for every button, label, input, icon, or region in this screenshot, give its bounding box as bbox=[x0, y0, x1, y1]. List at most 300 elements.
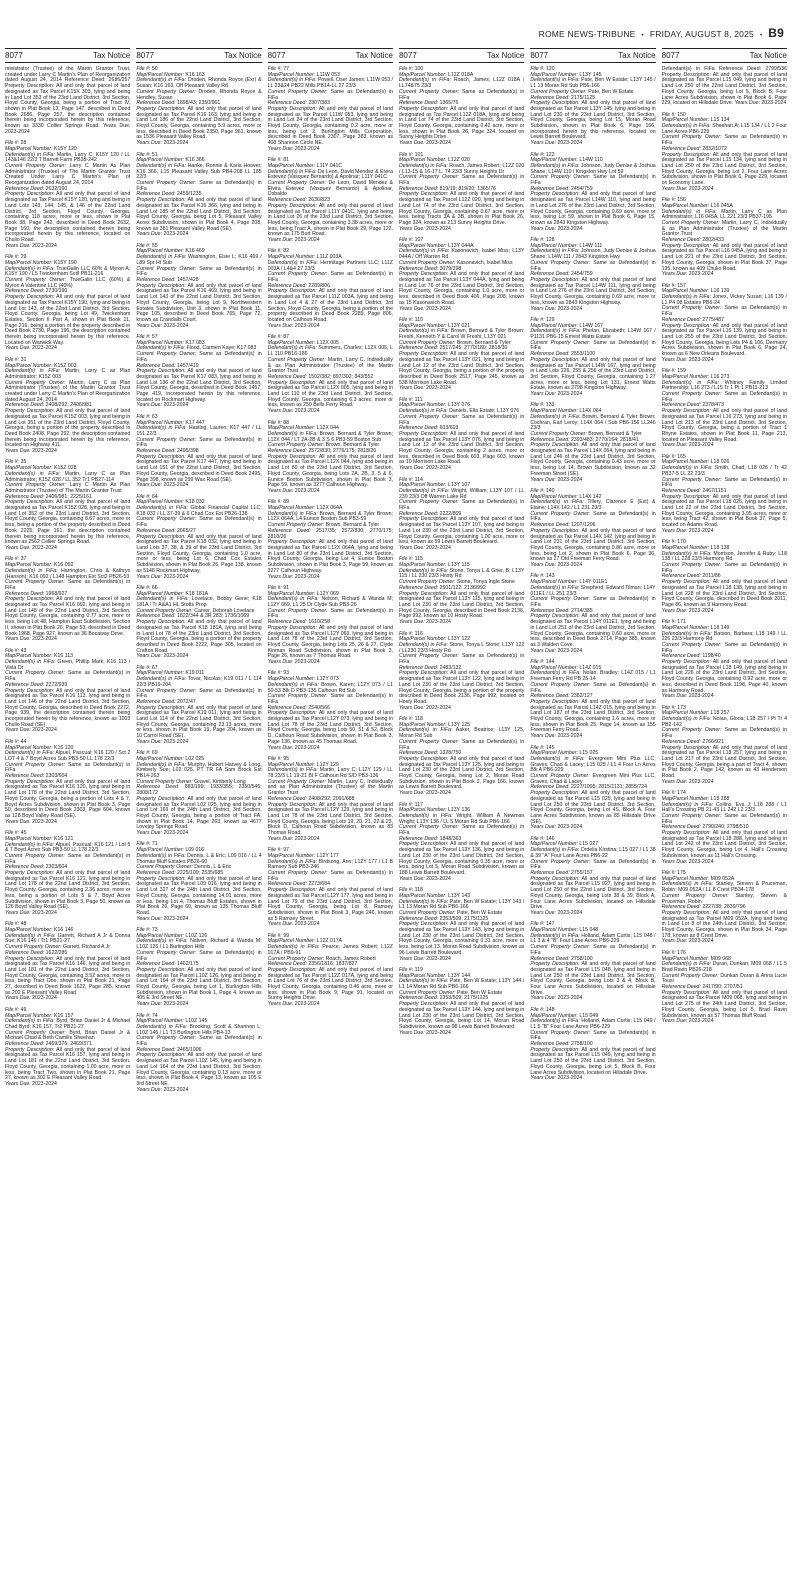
tax-notice-entry bbox=[530, 1008, 655, 1082]
classification-title: Tax Notice bbox=[618, 51, 656, 60]
file-number-value: 116 bbox=[414, 630, 423, 637]
map-parcel-label: Map/Parcel Number: bbox=[398, 482, 447, 489]
current-owner-value: Same as Defendant(s) in FiFa bbox=[267, 693, 393, 705]
defendants-value: Stanley, Steven & Pruceman, Robin; M09 052A / LL 8 Crest PB34-178 bbox=[661, 881, 787, 894]
property-description-label: Property Description: bbox=[267, 710, 317, 717]
defendants-value: Phelan, Elizabeth; L14W 167 / P1131 PB6-15 Ernest Watts Estate bbox=[530, 328, 656, 340]
defendants-value: Pate, Ben W Estate; L13Y 144 / L1 14 Moran Rd Sub PB6-166 bbox=[398, 978, 525, 991]
current-owner-label: Current Property Owner: bbox=[530, 339, 591, 346]
reference-deed-value: 603/603 bbox=[439, 425, 459, 432]
property-description-label: Property Description: bbox=[530, 527, 580, 534]
defendants-value: Brooking, Scott & Shannon L; L10Z 145 / L1 T3 Burlington Hills PB4-13 bbox=[136, 1023, 262, 1036]
property-description-label: Property Description: bbox=[398, 841, 449, 848]
reference-deed-value: 2483/132 bbox=[439, 664, 462, 671]
current-owner-label: Current Property Owner: bbox=[530, 510, 591, 517]
years-due-value: 2023-2024 bbox=[557, 476, 583, 483]
reference-deed-value: 2802/433 bbox=[702, 237, 724, 244]
current-owner-value: Same as Defendant(s) in FiFa bbox=[661, 134, 787, 147]
tax-notice-entry bbox=[5, 358, 130, 455]
reference-deed-value: 1328/750 bbox=[439, 750, 462, 757]
map-parcel-label: Map/Parcel Number: bbox=[661, 624, 710, 631]
file-number-label: File #: bbox=[136, 1012, 151, 1019]
years-due-value: 2023-2024 bbox=[163, 1001, 189, 1008]
tax-notice-entry bbox=[530, 318, 655, 398]
current-owner-label: Current Property Owner: bbox=[136, 180, 197, 187]
property-description-label: Property Description: bbox=[661, 493, 711, 500]
map-parcel-value: L14Z 015 bbox=[579, 664, 602, 671]
map-parcel-label: Map/Parcel Number: bbox=[530, 750, 578, 757]
defendants-value: Tillery, Clarence E (Est) & Elaine; L14X 142 / L1 231 23/3 bbox=[530, 499, 656, 512]
years-due bbox=[662, 358, 787, 364]
years-due bbox=[399, 466, 524, 472]
years-due bbox=[662, 939, 787, 945]
map-parcel-value: L16 273 bbox=[710, 373, 730, 380]
years-due-label: Years Due: bbox=[136, 231, 162, 238]
current-owner-label: Current Property Owner: bbox=[5, 162, 66, 169]
years-due-label: Years Due: bbox=[136, 653, 162, 660]
property-description-label: Property Description: bbox=[661, 989, 711, 996]
property-description-label: Property Description: bbox=[661, 242, 711, 249]
column-header bbox=[662, 48, 787, 63]
reference-deed-label: Reference Deed: bbox=[530, 351, 570, 358]
years-due-label: Years Due: bbox=[398, 955, 425, 962]
file-number-value: 69 bbox=[151, 750, 158, 757]
years-due bbox=[399, 546, 524, 552]
current-owner-value: Same as Defendant(s) in FiFa bbox=[5, 579, 131, 591]
file-number-label: File #: bbox=[661, 453, 676, 460]
file-number-value: 50 bbox=[151, 66, 158, 72]
defendants-label: Defendant(s) in FiFa: bbox=[398, 567, 449, 574]
property-description-label: Property Description: bbox=[530, 961, 580, 968]
years-due-label: Years Due: bbox=[5, 345, 31, 352]
property-description-label: Property Description: bbox=[136, 619, 186, 626]
reference-deed-label: Reference Deed: bbox=[136, 448, 176, 455]
property-description-value: All and only that parcel of land designated as Tax Parcel K15Y 120, lying and being in Land Lots 143, 144, 145, & 146 of the 22nd Land District, 3rd Section, Floyd County, Georgia, containing 118 acres, more or less, shown in Plat Book 38, Page 242, described in Deed Book 2632, Page 160, the description contained therein being incorporated herein by this reference, located on Chulio Road. bbox=[5, 191, 131, 244]
current-owner-value: Same as Defendant(s) in FiFa bbox=[398, 499, 525, 512]
years-due bbox=[268, 746, 393, 752]
current-owner-value: De Leon, David Mendez & Elvira Estevez (Vasquez Bernardo) & Apolinar, Osbaldo bbox=[267, 180, 393, 198]
map-parcel-label: Map/Parcel Number: bbox=[136, 1018, 184, 1025]
map-parcel-label: Map/Parcel Number: bbox=[267, 852, 316, 859]
reference-deed-label: Reference Deed: bbox=[398, 750, 439, 757]
property-description-label: Property Description: bbox=[5, 408, 55, 415]
defendants-label: Defendant(s) in FiFa: bbox=[5, 470, 61, 477]
years-due-value: 2023-2024 bbox=[557, 647, 583, 654]
years-due-label: Years Due: bbox=[5, 909, 31, 916]
map-parcel-label: Map/Parcel Number: bbox=[398, 807, 447, 814]
property-description bbox=[5, 780, 130, 820]
defendants-label: Defendant(s) in FiFa: bbox=[5, 750, 55, 757]
reference-deed-value: 1365/76 bbox=[439, 100, 459, 107]
map-parcel-value: K16 146 bbox=[54, 927, 74, 934]
reference-deed-value: 2495/398 bbox=[177, 448, 199, 455]
defendants-label: Defendant(s) in FiFa: bbox=[661, 208, 717, 215]
reference-deed-label: Reference Deed: bbox=[136, 784, 180, 791]
property-description bbox=[268, 711, 393, 745]
map-parcel-label: Map/Parcel Number: bbox=[661, 875, 710, 882]
tax-notice-entry bbox=[662, 455, 787, 535]
file-number-value: 147 bbox=[545, 921, 555, 928]
property-description-label: Property Description: bbox=[267, 288, 317, 295]
property-description-value: All and only that parcel of land designated as Tax Parcel L14X 142, lying and being in Land Lot 231 of the 23rd Land District, 3rd Section, Floyd County, Georgia, containing 0.86 acre, more or less, being Lot 2, shown in Plat Book 6, Page 36, known as 27 Old Freeman Ferry Road. bbox=[530, 527, 656, 563]
years-due-value: 2023-2024 bbox=[32, 909, 57, 916]
map-parcel-label: Map/Parcel Number: bbox=[5, 145, 53, 152]
defendants-value: Brown, Bernard & Tyler Brown; L12X 064A, L4 Eunice Boston Sub PB3-59 bbox=[267, 510, 393, 523]
classification-title: Tax Notice bbox=[224, 51, 262, 60]
property-description bbox=[136, 797, 261, 831]
property-description-label: Property Description: bbox=[267, 966, 317, 973]
file-number-label: File #: bbox=[267, 334, 282, 340]
reference-deed-value: 2227/38; 2839/796 bbox=[702, 904, 746, 911]
years-due-value: 2023-2024 bbox=[426, 544, 451, 551]
property-description-value: All and only that parcel of land designated as Tax Parcel L16 273, lying and being in Land Lot 213 of the 23rd Land District, 3rd Section, Floyd County, Georgia, being a portion of Tract 1 Rhyne Estates, shown in Plat Book 11, Page 213, located on Pleasant Valley Road. bbox=[661, 408, 787, 443]
years-due-value: 2023-2024 bbox=[557, 391, 583, 398]
property-description-label: Property Description: bbox=[661, 579, 711, 586]
map-parcel-label: Map/Parcel Number: bbox=[530, 841, 578, 848]
reference-deed-value: 2382/127 bbox=[570, 693, 593, 700]
property-description-label: Property Description: bbox=[661, 408, 711, 415]
defendants-label: Defendant(s) in FiFa: bbox=[661, 881, 713, 888]
years-due bbox=[662, 860, 787, 866]
years-due-label: Years Due: bbox=[661, 271, 688, 278]
defendants-value: Summers, Charles; L12X 005, L LL 110 PB16-186 bbox=[267, 345, 393, 358]
property-description-value: All and only that parcel of land designated as Tax Parcel M09 052A, lying and being in Land Lot 8 of the 24th Land District, 3rd Section, Floyd County, Georgia, shown in Plat Book 34, Page 178, known as 8 Crest Drive. bbox=[661, 909, 787, 939]
reference-deed-label: Reference Deed: bbox=[398, 915, 439, 922]
reference-deed-label: Reference Deed: bbox=[398, 584, 439, 591]
property-description-label: Property Description: bbox=[530, 276, 580, 283]
current-owner-value: Brown, Bernard & Tyler bbox=[588, 430, 642, 437]
map-parcel-value: L13Y 021 bbox=[448, 322, 471, 329]
years-due-value: 2023-2024 bbox=[163, 322, 189, 329]
file-number-value: 100 bbox=[414, 66, 424, 72]
years-due-value: 2023-2024 bbox=[294, 835, 320, 842]
years-due bbox=[268, 660, 393, 666]
property-description-value: All and only that parcel of land designated as Tax Parcel L14Z 015, lying and being in Land Lot 187 of the 23rd Land District, 3rd Section, Floyd County, Georgia, containing 1.6 acres, more or less, shown in Plat Book 25, Page 14, known as 155 Freeman Ferry Road. bbox=[530, 698, 656, 734]
property-description-value: All and only that parcel of land designated as Tax Parcel L18 149, lying and being in Land Lot 226 of the 23rd Land District, 3rd Section, Floyd County, Georgia, containing 0.92 acre, more or less, described in Deed Book 1198, Page 40, known as Harmony Road. bbox=[661, 659, 787, 694]
map-parcel-value: L13Y 115 bbox=[448, 562, 470, 569]
defendants-value: De Leon, David Mendez & Elvira Estevez (Vasquez Bernardo) & Apolinar; L11Y 041C bbox=[267, 168, 393, 181]
file-number-label: File #: bbox=[530, 659, 545, 666]
notice-column bbox=[5, 48, 130, 1580]
map-parcel-value: L18 257 bbox=[710, 710, 730, 717]
current-owner-label: Current Property Owner: bbox=[661, 134, 722, 141]
reference-deed-value: 1610/258 bbox=[308, 619, 330, 626]
current-owner bbox=[268, 780, 393, 797]
years-due bbox=[136, 917, 261, 923]
reference-deed-value: 2227/1095; 2815/1131; 2855/724 bbox=[570, 784, 648, 791]
defendants-value: Global Financial Capital LLC; K18 032 / LL 37-39 & 6 Chad Cox Est PB26-138 bbox=[136, 505, 262, 517]
current-owner-value: Same as Defendant(s) in FiFa bbox=[5, 852, 131, 865]
reference-deed-label: Reference Deed: bbox=[661, 316, 701, 323]
map-parcel-label: Map/Parcel Number: bbox=[398, 71, 447, 78]
defendants-label: Defendant(s) in FiFa: bbox=[5, 368, 61, 375]
years-due-value: 2023-2024 bbox=[32, 345, 57, 352]
property-description-value: All and only that parcel of land designated as Tax Parcel L14W 111, lying and being in Land Lot 276 of the 23rd Land District, 3rd Section, Floyd County, Georgia, containing 0.69 acre, more or less, known as 2843 Kingston Highway. bbox=[530, 276, 656, 306]
map-parcel-label: Map/Parcel Number: bbox=[530, 1012, 578, 1019]
property-description-value: All and only that parcel of land designated as Tax Parcel L12Y 177, lying and being in Land Lot 79 of the 23rd Land District, 3rd Section, Floyd County, Georgia, being Lot 8, Ramsey Subdivision, shown in Plat Book 3, Page 246, known as 5 Ramsey Street. bbox=[267, 887, 393, 922]
property-description bbox=[5, 689, 130, 729]
file-number-value: 88 bbox=[283, 419, 290, 426]
years-due-value: 2023-2024 bbox=[163, 738, 189, 745]
years-due bbox=[268, 238, 393, 244]
reference-deed-value: 2454/759 bbox=[570, 271, 593, 278]
current-owner-value: Martin, Larry C, Individually & as Plan Administrator (Trustee) of the Martin Grantor Trust bbox=[267, 356, 393, 375]
current-owner-value: Same as Defendant(s) in FiFa bbox=[267, 870, 393, 882]
years-due-label: Years Due: bbox=[267, 487, 294, 494]
current-owner-label: Current Property Owner: bbox=[267, 271, 328, 278]
years-due-label: Years Due: bbox=[5, 995, 31, 1002]
current-owner-label: Current Property Owner: bbox=[398, 653, 459, 660]
file-number-value: 91 bbox=[283, 584, 290, 591]
map-parcel-label: Map/Parcel Number: bbox=[136, 590, 184, 597]
file-number-label: File #: bbox=[5, 556, 20, 563]
property-description bbox=[399, 517, 524, 546]
tax-notice-entry bbox=[662, 369, 787, 449]
current-owner-value: Same as Defendant(s) in FiFa bbox=[661, 812, 787, 825]
years-due-value: 2023-2024 bbox=[163, 573, 189, 580]
defendants-label: Defendant(s) in FiFa: bbox=[530, 499, 584, 506]
property-description-label: Property Description: bbox=[5, 778, 55, 785]
defendants-value: Flood, Carmen Kaye; K17 083 bbox=[186, 345, 257, 352]
file-number-value: 51 bbox=[151, 151, 158, 158]
defendants-value: Brown, Bernard & Tyler Brown; L12X 044 / LT 2A-2B & 3 S 6 PB3-59 Boston Sub bbox=[267, 430, 393, 443]
defendants-label: Defendant(s) in FiFa: bbox=[530, 77, 580, 84]
current-owner-value: Same as Defendant(s) in FiFa bbox=[530, 510, 656, 523]
defendants-label: Defendant(s) in FiFa: bbox=[267, 596, 319, 603]
reference-deed-value: 2408/292; 2406/981 bbox=[45, 402, 92, 409]
current-owner-label: Current Property Owner: bbox=[5, 482, 66, 489]
defendants-label: Defendant(s) in FiFa: bbox=[136, 676, 187, 683]
reference-deed-value: 1898/43; 2350/961 bbox=[177, 100, 221, 107]
defendants-value: Birdsong, Ann; L12Y 177 / L1 B Ramsey Sub PB3-246 bbox=[267, 858, 393, 871]
map-parcel-label: Map/Parcel Number: bbox=[5, 259, 53, 266]
reference-deed-value: 2356/1816; 1837/827 bbox=[308, 961, 358, 968]
property-description bbox=[399, 671, 524, 705]
map-parcel-label: Map/Parcel Number: bbox=[267, 676, 316, 683]
defendants-value: Johnson, Judy Denise & Joshua Shane; L14W 111 / 2843 Kingston Hwy bbox=[530, 248, 656, 261]
property-description bbox=[268, 381, 393, 410]
tax-notice-entry bbox=[5, 1008, 130, 1088]
file-number-label: File #: bbox=[398, 151, 414, 158]
property-description-value: All and only that parcel of land designated as Tax Parcel M09 068, lying and being in Land Lot 275 of the 24th Land District, 3rd Section, Floyd County, Georgia, being Lot 5, Brad Ravin Subdivision, known as 57 Thomas Bluff Road. bbox=[661, 989, 787, 1019]
property-description-label: Property Description: bbox=[136, 795, 186, 802]
tax-notice-entry bbox=[399, 557, 524, 625]
file-number-label: File #: bbox=[5, 647, 20, 654]
current-owner-value: Pate, Ben W Estate bbox=[456, 909, 503, 916]
current-owner-label: Current Property Owner: bbox=[530, 944, 591, 951]
current-owner-value: Larry C Martin As Plan Administrator (Trustee) of The Martin Grantor Trust bbox=[5, 482, 131, 494]
property-description-label: Property Description: bbox=[398, 755, 449, 762]
file-number-label: File #: bbox=[530, 151, 545, 158]
reference-deed-value: 1207/1206 bbox=[570, 522, 596, 529]
map-parcel-label: Map/Parcel Number: bbox=[5, 653, 53, 660]
file-number-value: 119 bbox=[414, 966, 423, 973]
property-description-label: Property Description: bbox=[530, 442, 580, 449]
current-owner-value: Same as Defendant(s) in FiFa bbox=[661, 727, 787, 740]
reference-deed-label: Reference Deed: bbox=[267, 881, 307, 888]
years-due-value: 2023-2024 bbox=[688, 858, 714, 865]
map-parcel-label: Map/Parcel Number: bbox=[661, 202, 710, 209]
defendants-value: Johnson, Judy Denise & Joshua Shane; L14W 110 / Kingston Hwy Lot 59 bbox=[530, 162, 656, 175]
reference-deed-value: 1457/419 bbox=[177, 362, 199, 369]
map-parcel-value: L09 016 bbox=[185, 847, 205, 854]
years-due-label: Years Due: bbox=[267, 322, 294, 329]
current-owner-label: Current Property Owner: bbox=[530, 430, 587, 437]
property-description-label: Property Description: bbox=[661, 830, 711, 837]
classification-title: Tax Notice bbox=[749, 51, 787, 60]
file-number-value: 115 bbox=[414, 556, 423, 563]
current-owner-label: Current Property Owner: bbox=[530, 88, 587, 95]
property-description-value: All and only that parcel of land designated as Tax Parcel L13Y 144, lying and being in Land Lot 230 of the 23rd Land District, 3rd Section, Floyd County, Georgia, being Lot 14, Moran Road Subdivision, known as 98 Lewis Barrett Boulevard. bbox=[398, 1001, 525, 1030]
reference-deed-value: 2832/1072 bbox=[702, 145, 727, 152]
years-due-label: Years Due: bbox=[661, 185, 688, 192]
property-description bbox=[399, 757, 524, 791]
file-number-value: 43 bbox=[20, 647, 27, 654]
years-due-label: Years Due: bbox=[661, 858, 688, 865]
defendants-label: Defendant(s) in FiFa: bbox=[398, 812, 453, 819]
file-number-value: 29 bbox=[20, 254, 27, 261]
file-number-label: File #: bbox=[5, 738, 20, 745]
current-owner-label: Current Property Owner: bbox=[267, 180, 327, 187]
property-description bbox=[530, 791, 655, 825]
reference-deed-label: Reference Deed: bbox=[5, 288, 45, 295]
current-owner-label: Current Property Owner: bbox=[661, 476, 722, 483]
years-due-value: 2023-2024 bbox=[557, 909, 583, 916]
file-number-label: File #: bbox=[398, 801, 414, 808]
property-description-label: Property Description: bbox=[5, 687, 55, 694]
property-description-value: All and only that parcel of land designated as Tax Parcel K18 181A, lying and being in Land Lot 78 of the 23rd Land District, 3rd Section, Floyd County, Georgia, being a portion of the property described in Deed Book 2222, Page 305, located on Crafton Road. bbox=[136, 619, 262, 654]
file-number-label: File #: bbox=[5, 1006, 20, 1013]
years-due bbox=[136, 740, 261, 746]
map-parcel-value: L14W 111 bbox=[579, 242, 603, 249]
property-description bbox=[662, 495, 787, 529]
defendants-label: Defendant(s) in FiFa: bbox=[5, 932, 56, 939]
property-description-value: All and only that parcel of land designated as Tax Parcel L16 045A, lying and being in Land Lot 221 of the 23rd Land District, 3rd Section, Floyd County, Georgia, shown in Plat Book 37, Page 195, known as 409 Chulio Road. bbox=[661, 242, 787, 272]
years-due-label: Years Due: bbox=[530, 1075, 556, 1082]
current-owner-value: Martin, Larry C, Individually & as Plan Administrator (Trustee) of the Martin Grantor Trust bbox=[661, 219, 787, 238]
map-parcel-value: L13Y 136 bbox=[448, 807, 471, 814]
property-description-value: All and only that parcel of land designated as Tax Parcel L10Z 145, lying and being in Land Lot 164 of the 23rd Land District, 3rd Section, Floyd County, Georgia, containing 0.13 acre, more or less, shown in Plat Book 4, Page 13, known as 105 E 3rd Street NE. bbox=[136, 1052, 262, 1087]
tax-notice-entry bbox=[530, 746, 655, 832]
file-number-label: File #: bbox=[661, 619, 676, 626]
reference-deed-value: 883/199; 1933/355; 2350/546; 2808/172 bbox=[136, 784, 262, 797]
property-description-label: Property Description: bbox=[5, 1046, 55, 1053]
map-parcel-label: Map/Parcel Number: bbox=[267, 505, 316, 512]
reference-deed-label: Reference Deed: bbox=[530, 522, 570, 529]
map-parcel-value: M09 068 bbox=[710, 955, 731, 962]
tax-notice-entry bbox=[399, 888, 524, 962]
file-number-label: File #: bbox=[5, 140, 20, 147]
defendants-value: Pearce, James Robert; L12Z 017A / PB9-91 bbox=[267, 944, 393, 956]
current-owner-label: Current Property Owner: bbox=[661, 641, 722, 648]
years-due bbox=[136, 403, 261, 409]
file-number-label: File #: bbox=[5, 830, 20, 837]
current-owner-label: Current Property Owner: bbox=[136, 949, 197, 956]
file-number-value: 145 bbox=[545, 744, 555, 751]
reference-deed-value: 1457/428 bbox=[177, 276, 199, 283]
years-due-value: 2023-2024 bbox=[294, 744, 320, 751]
current-owner-value: Garrett, Richard A Jr bbox=[62, 944, 110, 951]
reference-deed-label: Reference Deed: bbox=[5, 949, 45, 956]
defendants-value: Smith, Chad; L18 026 / Tr 42 PB37-5 LL 22 23/3 bbox=[661, 465, 787, 477]
years-due-label: Years Due: bbox=[530, 733, 556, 740]
years-due bbox=[662, 780, 787, 786]
file-number-label: File #: bbox=[398, 66, 414, 72]
current-owner-value: Martin, Larry C as Plan Administrator (Trustee) of the Martin Grantor Trust created under Larry C Martin's Plan of Reorganization dated August 24, 2014 bbox=[5, 379, 131, 403]
years-due-label: Years Due: bbox=[136, 1001, 162, 1008]
current-owner-label: Current Property Owner: bbox=[398, 413, 459, 420]
map-parcel-value: L12Y 073 bbox=[316, 676, 339, 683]
map-parcel-label: Map/Parcel Number: bbox=[530, 927, 578, 934]
file-number-label: File #: bbox=[136, 750, 151, 757]
current-owner-label: Current Property Owner: bbox=[530, 1029, 591, 1036]
file-number-label: File #: bbox=[530, 402, 545, 409]
property-description-value: All and only that parcel of land designated as Tax Parcel L13Y 115, lying and being in Land Lot 230 of the 23rd Land District, 3rd Section, Floyd County, Georgia, described in Deed Book 2136, Page 992, known as 10 Hosty Road. bbox=[398, 590, 525, 620]
reference-deed-label: Reference Deed: bbox=[5, 185, 45, 192]
property-description-value: All and only that parcel of land designated as Tax Parcel L18 138, lying and being in Land Lot 228 of the 23rd Land District, 3rd Section, Floyd County, Georgia, described in Deed Book 2011, Page 86, known as 9 Harmony Road. bbox=[661, 579, 787, 608]
property-description-label: Property Description: bbox=[136, 368, 186, 375]
file-number-label: File #: bbox=[136, 584, 151, 591]
current-owner-value: Same as Defendant(s) in FiFa bbox=[136, 436, 262, 449]
defendants-label: Defendant(s) in FiFa: bbox=[5, 567, 58, 574]
reference-deed-value: 2289/806 bbox=[308, 282, 330, 289]
notice-column bbox=[136, 48, 261, 1580]
defendants-value: Batson, Barbara; L18 149 / LL 226 23/3 Harmony Rd bbox=[661, 630, 787, 643]
file-number-label: File #: bbox=[136, 927, 151, 934]
property-description bbox=[530, 101, 655, 141]
map-parcel-value: L14Y 011E1 bbox=[579, 579, 608, 586]
property-description-value: All and only that parcel of land designated as Tax Parcel K16 163, lying and being in Land Lot 186 of the 22nd Land District, 3rd Section, Floyd County, Georgia, containing 5.9 acres, more or less, described in Deed Book 2350, Page 961, known as 1536 Pleasant Valley Road. bbox=[136, 105, 262, 141]
map-parcel-label: Map/Parcel Number: bbox=[267, 938, 316, 945]
years-due-label: Years Due: bbox=[661, 1018, 688, 1025]
map-parcel-label: Map/Parcel Number: bbox=[398, 402, 447, 409]
years-due-label: Years Due: bbox=[5, 818, 31, 825]
file-number-value: 146 bbox=[545, 835, 555, 842]
reference-deed-value: 2714/385 bbox=[570, 607, 593, 614]
reference-deed-value: 2636/823 bbox=[308, 197, 330, 204]
property-description bbox=[5, 409, 130, 449]
property-description bbox=[662, 244, 787, 273]
file-number-label: File #: bbox=[136, 493, 151, 500]
defendants-label: Defendant(s) in FiFa: bbox=[661, 961, 711, 968]
property-description-value: All and only that parcel of land designated as Tax Parcel K17 447, lying and being in Land Lot 151 of the 22nd Land District, 3rd Section, Floyd County, Georgia, described in Deed Book 2495, Page 398, known as 299 Wax Road (SE). bbox=[136, 453, 262, 483]
years-due-label: Years Due: bbox=[530, 909, 556, 916]
map-parcel-label: Map/Parcel Number: bbox=[267, 162, 316, 169]
property-description bbox=[530, 1048, 655, 1077]
tax-notice-entry bbox=[136, 153, 261, 239]
tax-notice-entry bbox=[136, 586, 261, 660]
years-due-value: 2023-2024 bbox=[426, 305, 451, 312]
property-description-label: Property Description: bbox=[398, 921, 449, 928]
property-description-label: Property Description: bbox=[267, 539, 317, 546]
file-number-label: File #: bbox=[267, 670, 282, 677]
property-description bbox=[662, 153, 787, 187]
property-description-label: Property Description: bbox=[5, 191, 55, 198]
current-owner-label: Current Property Owner: bbox=[398, 738, 459, 745]
file-number-value: 122 bbox=[545, 151, 555, 158]
file-number-label: File #: bbox=[661, 111, 676, 118]
years-due bbox=[136, 1002, 261, 1008]
property-description-label: Property Description: bbox=[136, 1052, 186, 1059]
reference-deed-label: Reference Deed: bbox=[530, 955, 570, 962]
property-description bbox=[662, 580, 787, 609]
years-due-value: 2023-2024 bbox=[557, 733, 583, 740]
reference-deed-value: 2517/35; 2572/830; 2770/175; 2818/26 bbox=[267, 527, 393, 540]
map-parcel-label: Map/Parcel Number: bbox=[136, 419, 184, 426]
property-description-label: Property Description: bbox=[5, 499, 55, 506]
defendants-value: Byrd, Brian Daniel Jr & Michael Chad Byrd; K16 157, Tr2 PB21-27 bbox=[5, 1018, 131, 1030]
defendants bbox=[530, 757, 655, 774]
